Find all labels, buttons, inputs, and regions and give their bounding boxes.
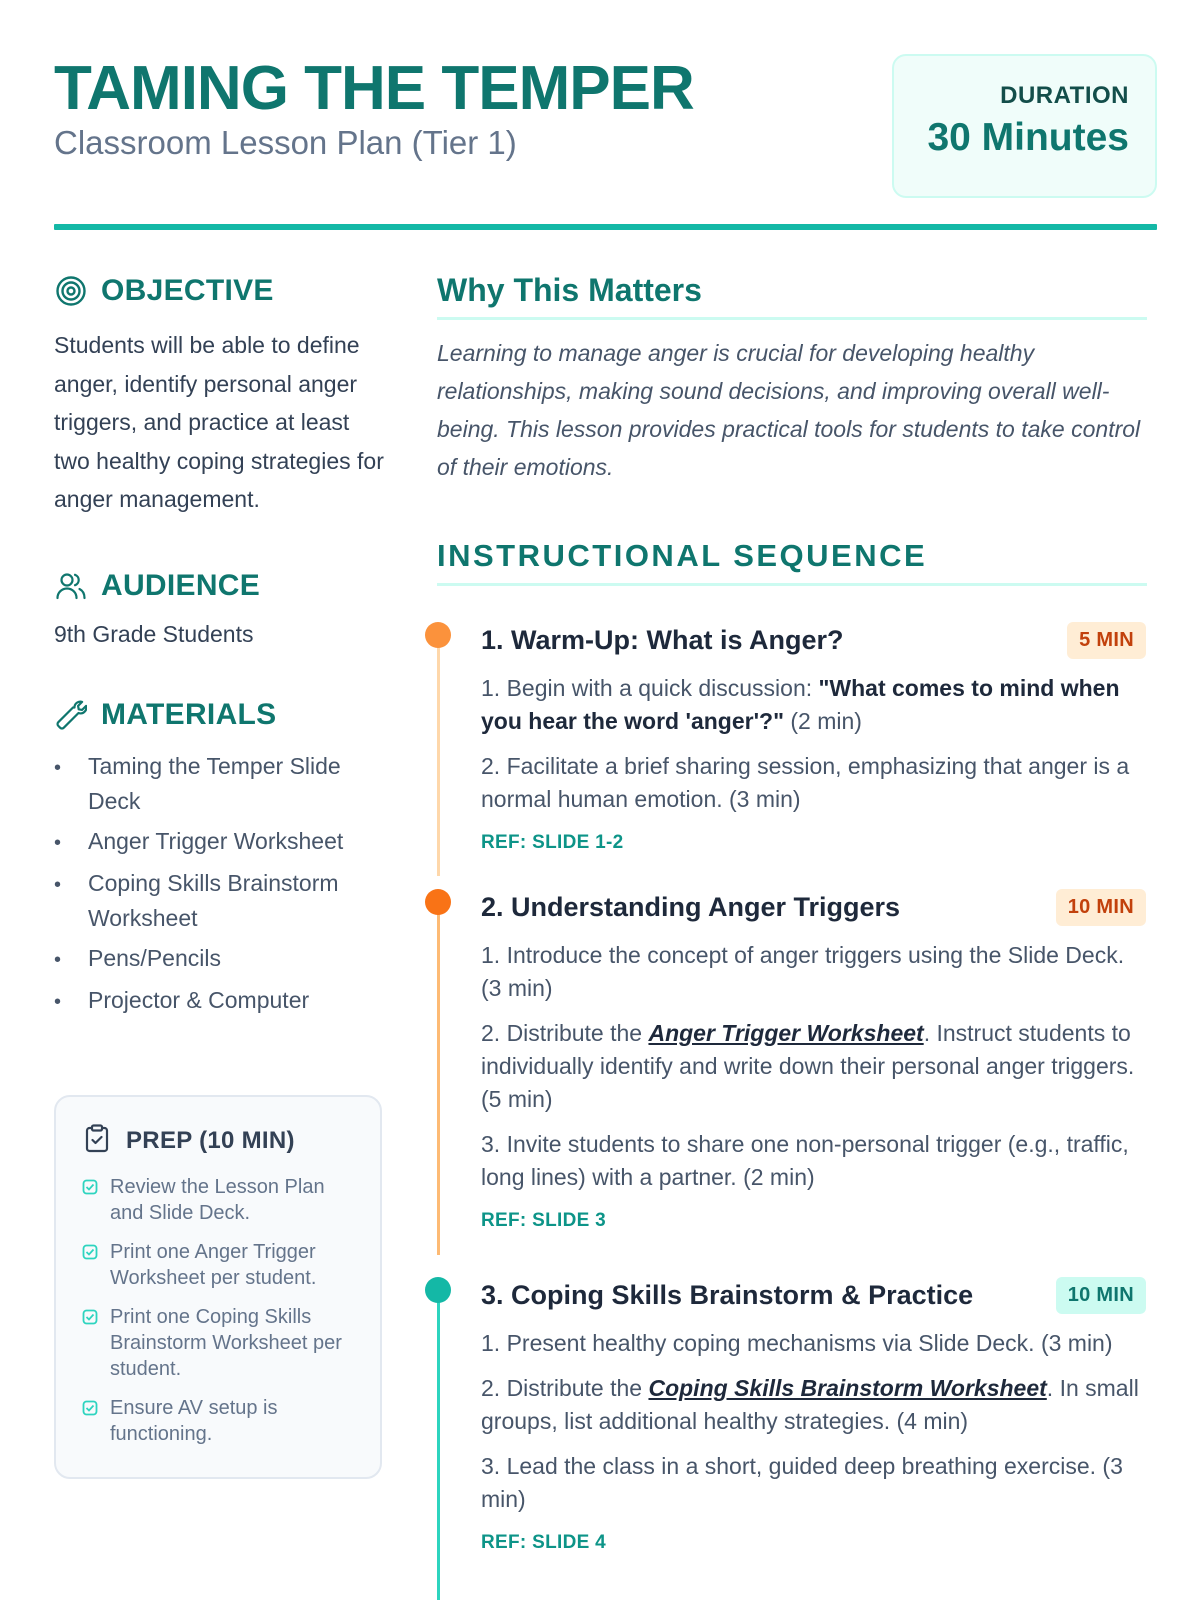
step-instruction: 1. Begin with a quick discussion: "What comes to mind when you hear the word 'anger'?" (2 min) xyxy=(481,675,1120,734)
prep-card xyxy=(54,1095,382,1479)
duration-label: DURATION xyxy=(1000,82,1129,109)
audience-text: 9th Grade Students xyxy=(54,620,254,647)
users-icon xyxy=(54,569,88,603)
checkbox-icon xyxy=(82,1400,98,1416)
left-column xyxy=(54,270,384,1026)
step-instruction: 3. Lead the class in a short, guided deep breathing exercise. (3 min) xyxy=(481,1453,1123,1512)
slide-reference: REF: SLIDE 4 xyxy=(481,1532,607,1553)
list-item: • Projector & Computer xyxy=(54,986,310,1013)
checkbox-icon xyxy=(82,1309,98,1325)
materials-list xyxy=(54,750,384,1019)
slide-reference: REF: SLIDE 3 xyxy=(481,1210,607,1231)
checklist-item: Print one Coping Skills Brainstorm Worksheet per student. xyxy=(82,1304,358,1382)
checkbox-icon xyxy=(82,1244,98,1260)
step-instruction: 2. Distribute the Coping Skills Brainstorm Worksheet. In small groups, list additional healthy strategies. (4 min) xyxy=(481,1375,1139,1434)
checkbox-icon xyxy=(82,1179,98,1195)
worksheet-name: Coping Skills Brainstorm Worksheet xyxy=(648,1375,1047,1401)
checklist-item: Print one Anger Trigger Worksheet per student. xyxy=(82,1239,358,1291)
prep-label: PREP (10 MIN) xyxy=(126,1126,295,1154)
step-instruction: 2. Distribute the Anger Trigger Worksheet. Instruct students to individually identify and write down their personal anger triggers. (5 min) xyxy=(481,1020,1135,1112)
timeline-node xyxy=(425,622,451,648)
step-title: 3. Coping Skills Brainstorm & Practice xyxy=(481,1279,974,1310)
sequence-step-3 xyxy=(437,1275,1157,1600)
timeline-line xyxy=(437,1297,440,1600)
right-column xyxy=(437,270,1147,1553)
wrench-icon xyxy=(54,698,88,732)
audience-label: AUDIENCE xyxy=(101,568,261,602)
objective-text: Students will be able to define anger, identify personal anger triggers, and practice at least two healthy coping strategies for anger management. xyxy=(54,332,384,512)
checklist-item: Ensure AV setup is functioning. xyxy=(82,1395,358,1447)
why-text: Learning to manage anger is crucial for developing healthy relationships, making sound decisions, and improving overall well-being. This lesson provides practical tools for students to take control of their emotions. xyxy=(437,340,1141,480)
clipboard-check-icon xyxy=(82,1123,112,1158)
sequence-step-2 xyxy=(437,887,1157,1247)
duration-card xyxy=(892,54,1157,198)
timeline-node xyxy=(425,1277,451,1303)
duration-value: 30 Minutes xyxy=(927,116,1129,159)
list-item: • Anger Trigger Worksheet xyxy=(54,827,344,854)
list-item: • Pens/Pencils xyxy=(54,944,221,971)
duration-badge: 5 MIN xyxy=(1067,622,1146,659)
prep-heading xyxy=(82,1123,358,1158)
duration-badge: 10 MIN xyxy=(1056,1277,1146,1314)
target-icon xyxy=(54,274,88,308)
timeline-node xyxy=(425,889,451,915)
sequence-heading: INSTRUCTIONAL SEQUENCE xyxy=(437,536,1147,586)
materials-heading xyxy=(54,694,384,736)
checklist-item: Review the Lesson Plan and Slide Deck. xyxy=(82,1174,358,1226)
header-divider xyxy=(54,224,1157,230)
duration-badge: 10 MIN xyxy=(1056,889,1146,926)
list-item: • Taming the Temper Slide Deck xyxy=(54,752,341,814)
why-heading: Why This Matters xyxy=(437,270,1147,320)
step-title: 1. Warm-Up: What is Anger? xyxy=(481,624,844,655)
page-title: TAMING THE TEMPER xyxy=(54,54,694,123)
worksheet-name: Anger Trigger Worksheet xyxy=(648,1020,924,1046)
objective-label: OBJECTIVE xyxy=(101,274,274,307)
step-instruction: 2. Facilitate a brief sharing session, emphasizing that anger is a normal human emotion. (3 min) xyxy=(481,753,1130,812)
list-item: • Coping Skills Brainstorm Worksheet xyxy=(54,869,339,931)
step-title: 2. Understanding Anger Triggers xyxy=(481,891,901,922)
sequence-step-1 xyxy=(437,620,1157,860)
prep-checklist xyxy=(82,1174,358,1447)
step-instruction: 1. Introduce the concept of anger triggers using the Slide Deck. (3 min) xyxy=(481,942,1125,1001)
page-header xyxy=(54,50,1146,200)
slide-reference: REF: SLIDE 1-2 xyxy=(481,832,624,853)
timeline-line xyxy=(437,909,440,1255)
materials-label: MATERIALS xyxy=(101,697,277,731)
audience-heading xyxy=(54,565,384,607)
step-instruction: 1. Present healthy coping mechanisms via Slide Deck. (3 min) xyxy=(481,1330,1113,1356)
timeline-line xyxy=(437,642,440,876)
objective-heading xyxy=(54,270,384,312)
page-subtitle: Classroom Lesson Plan (Tier 1) xyxy=(54,124,517,161)
step-instruction: 3. Invite students to share one non-personal trigger (e.g., traffic, long lines) with a partner. (2 min) xyxy=(481,1131,1129,1190)
